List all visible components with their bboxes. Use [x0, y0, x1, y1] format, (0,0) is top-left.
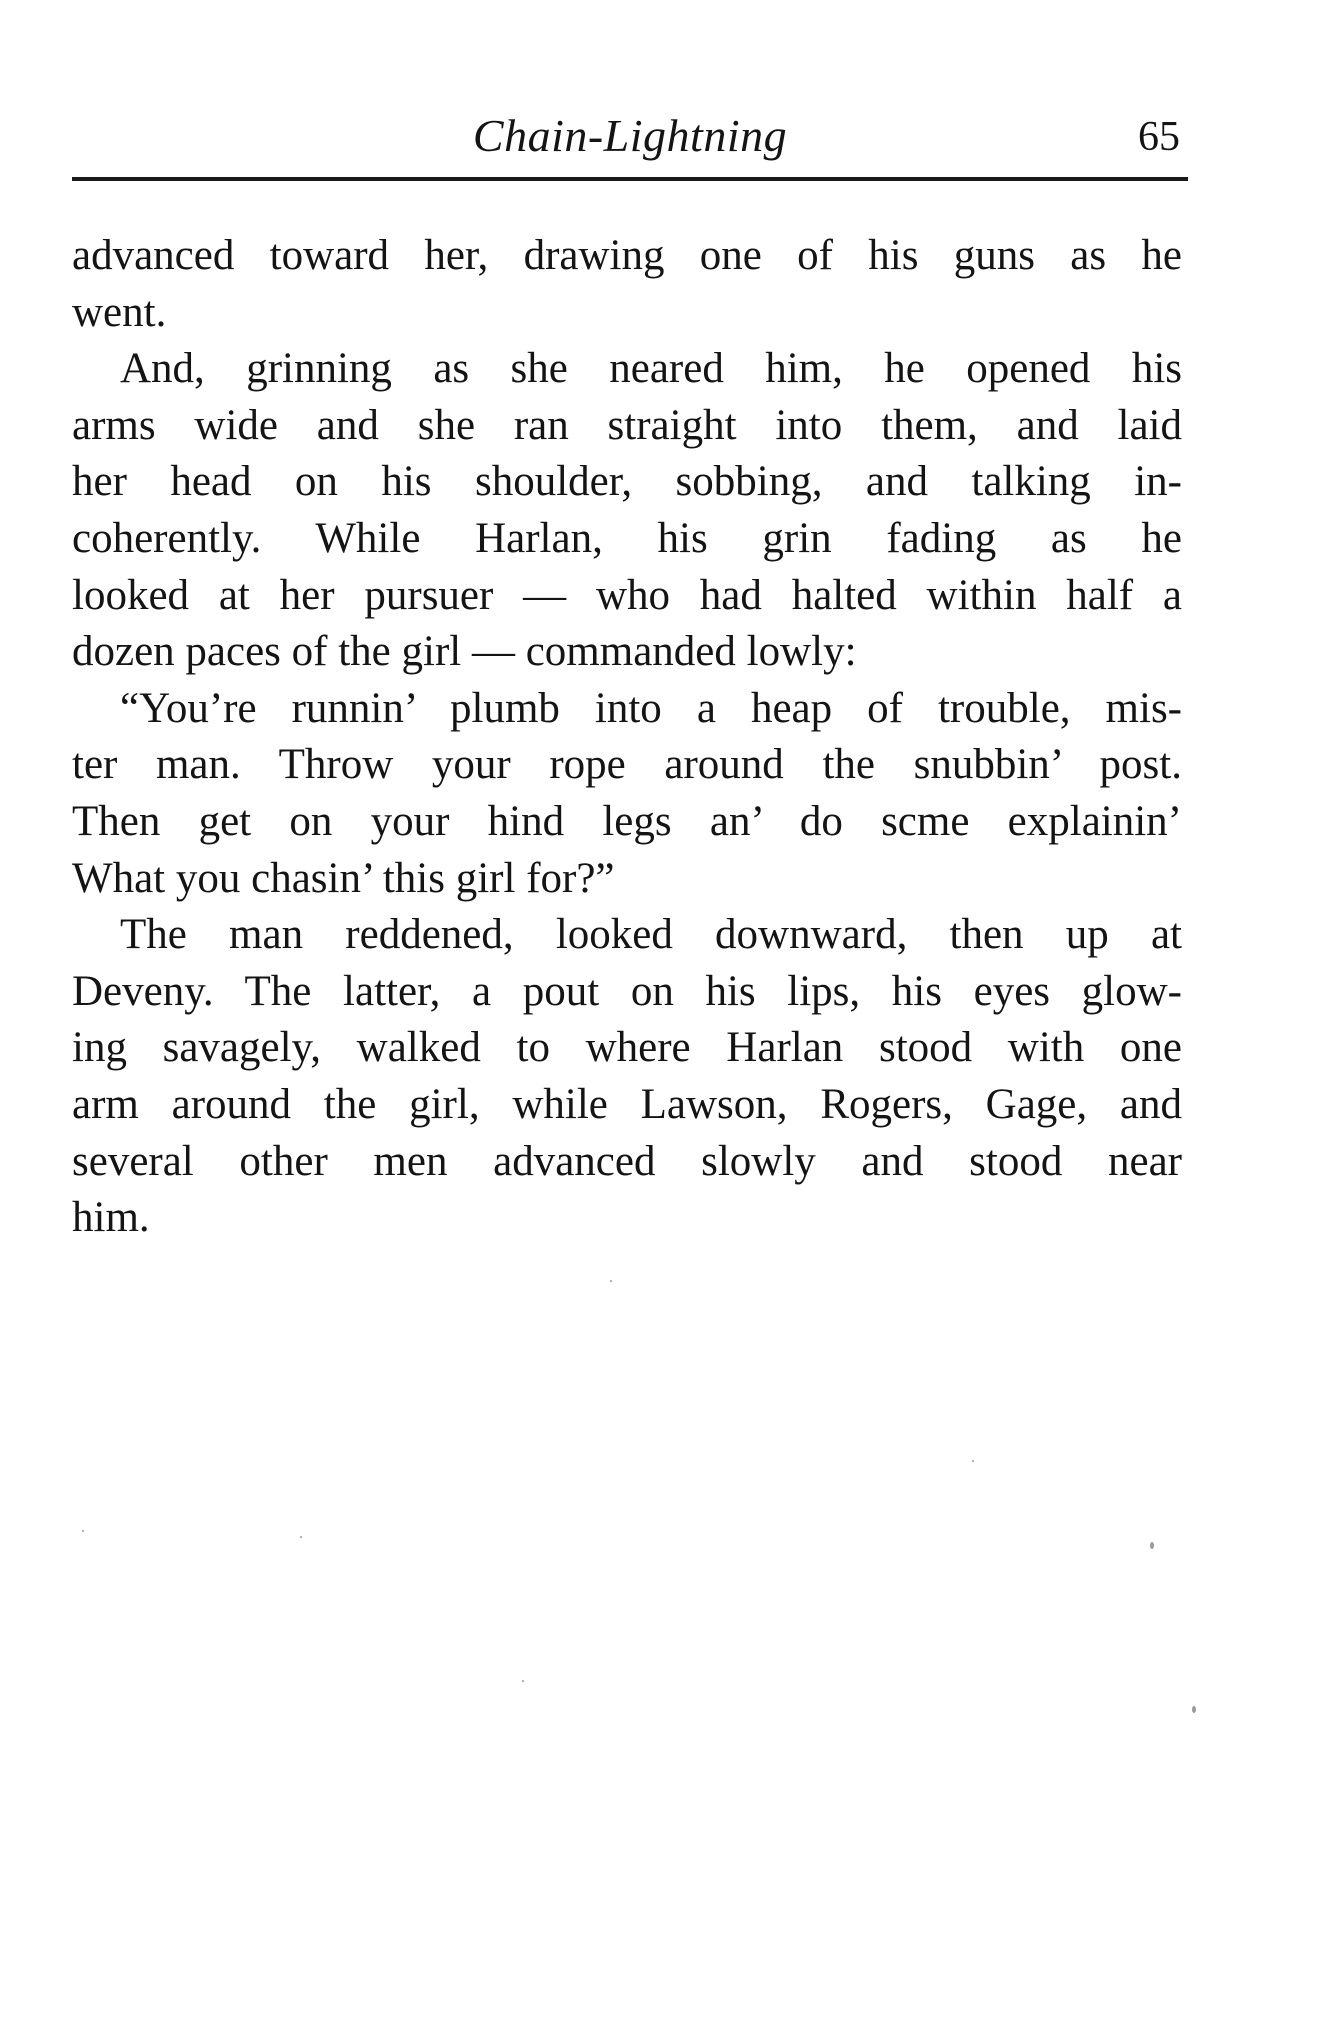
text-line: went. — [72, 288, 167, 336]
text-line: arms wide and she ran straight into them, and laid — [72, 401, 1182, 449]
running-head-title: Chain-Lightning — [472, 110, 788, 161]
text-line: Deveny. The latter, a pout on his lips, his eyes glow- — [72, 967, 1182, 1015]
paper-speck — [610, 1280, 612, 1282]
text-line: The man reddened, looked downward, then up at — [120, 911, 1182, 959]
text-line: And, grinning as she neared him, he opened his — [120, 345, 1182, 393]
text-line: looked at her pursuer — who had halted within half a — [72, 571, 1182, 619]
text-line: coherently. While Harlan, his grin fading as he — [72, 514, 1182, 562]
text-line: “You’re runnin’ plumb into a heap of trouble, mis- — [120, 684, 1182, 732]
running-head — [74, 108, 1186, 172]
text-line: ter man. Throw your rope around the snubbin’ post. — [72, 741, 1182, 789]
header-rule — [72, 177, 1188, 181]
page-number: 65 — [1138, 114, 1180, 160]
paper-speck — [972, 1460, 974, 1462]
paper-speck — [522, 1680, 524, 1682]
text-line: What you chasin’ this girl for?” — [72, 854, 615, 902]
text-line: him. — [72, 1194, 150, 1242]
text-line: ing savagely, walked to where Harlan stood with one — [72, 1024, 1182, 1072]
paper-speck — [1150, 1542, 1154, 1549]
text-line: arm around the girl, while Lawson, Rogers, Gage, and — [72, 1080, 1182, 1128]
text-line: her head on his shoulder, sobbing, and talking in- — [72, 458, 1182, 506]
paper-speck — [82, 1530, 84, 1532]
body-text — [72, 228, 1182, 1247]
text-line: Then get on your hind legs an’ do scme explainin’ — [72, 797, 1182, 845]
text-line: dozen paces of the girl — commanded lowly: — [72, 628, 857, 676]
text-line: several other men advanced slowly and stood near — [72, 1137, 1182, 1185]
paper-speck — [300, 1536, 302, 1538]
text-line: advanced toward her, drawing one of his guns as he — [72, 232, 1182, 279]
paper-speck — [1192, 1706, 1196, 1713]
